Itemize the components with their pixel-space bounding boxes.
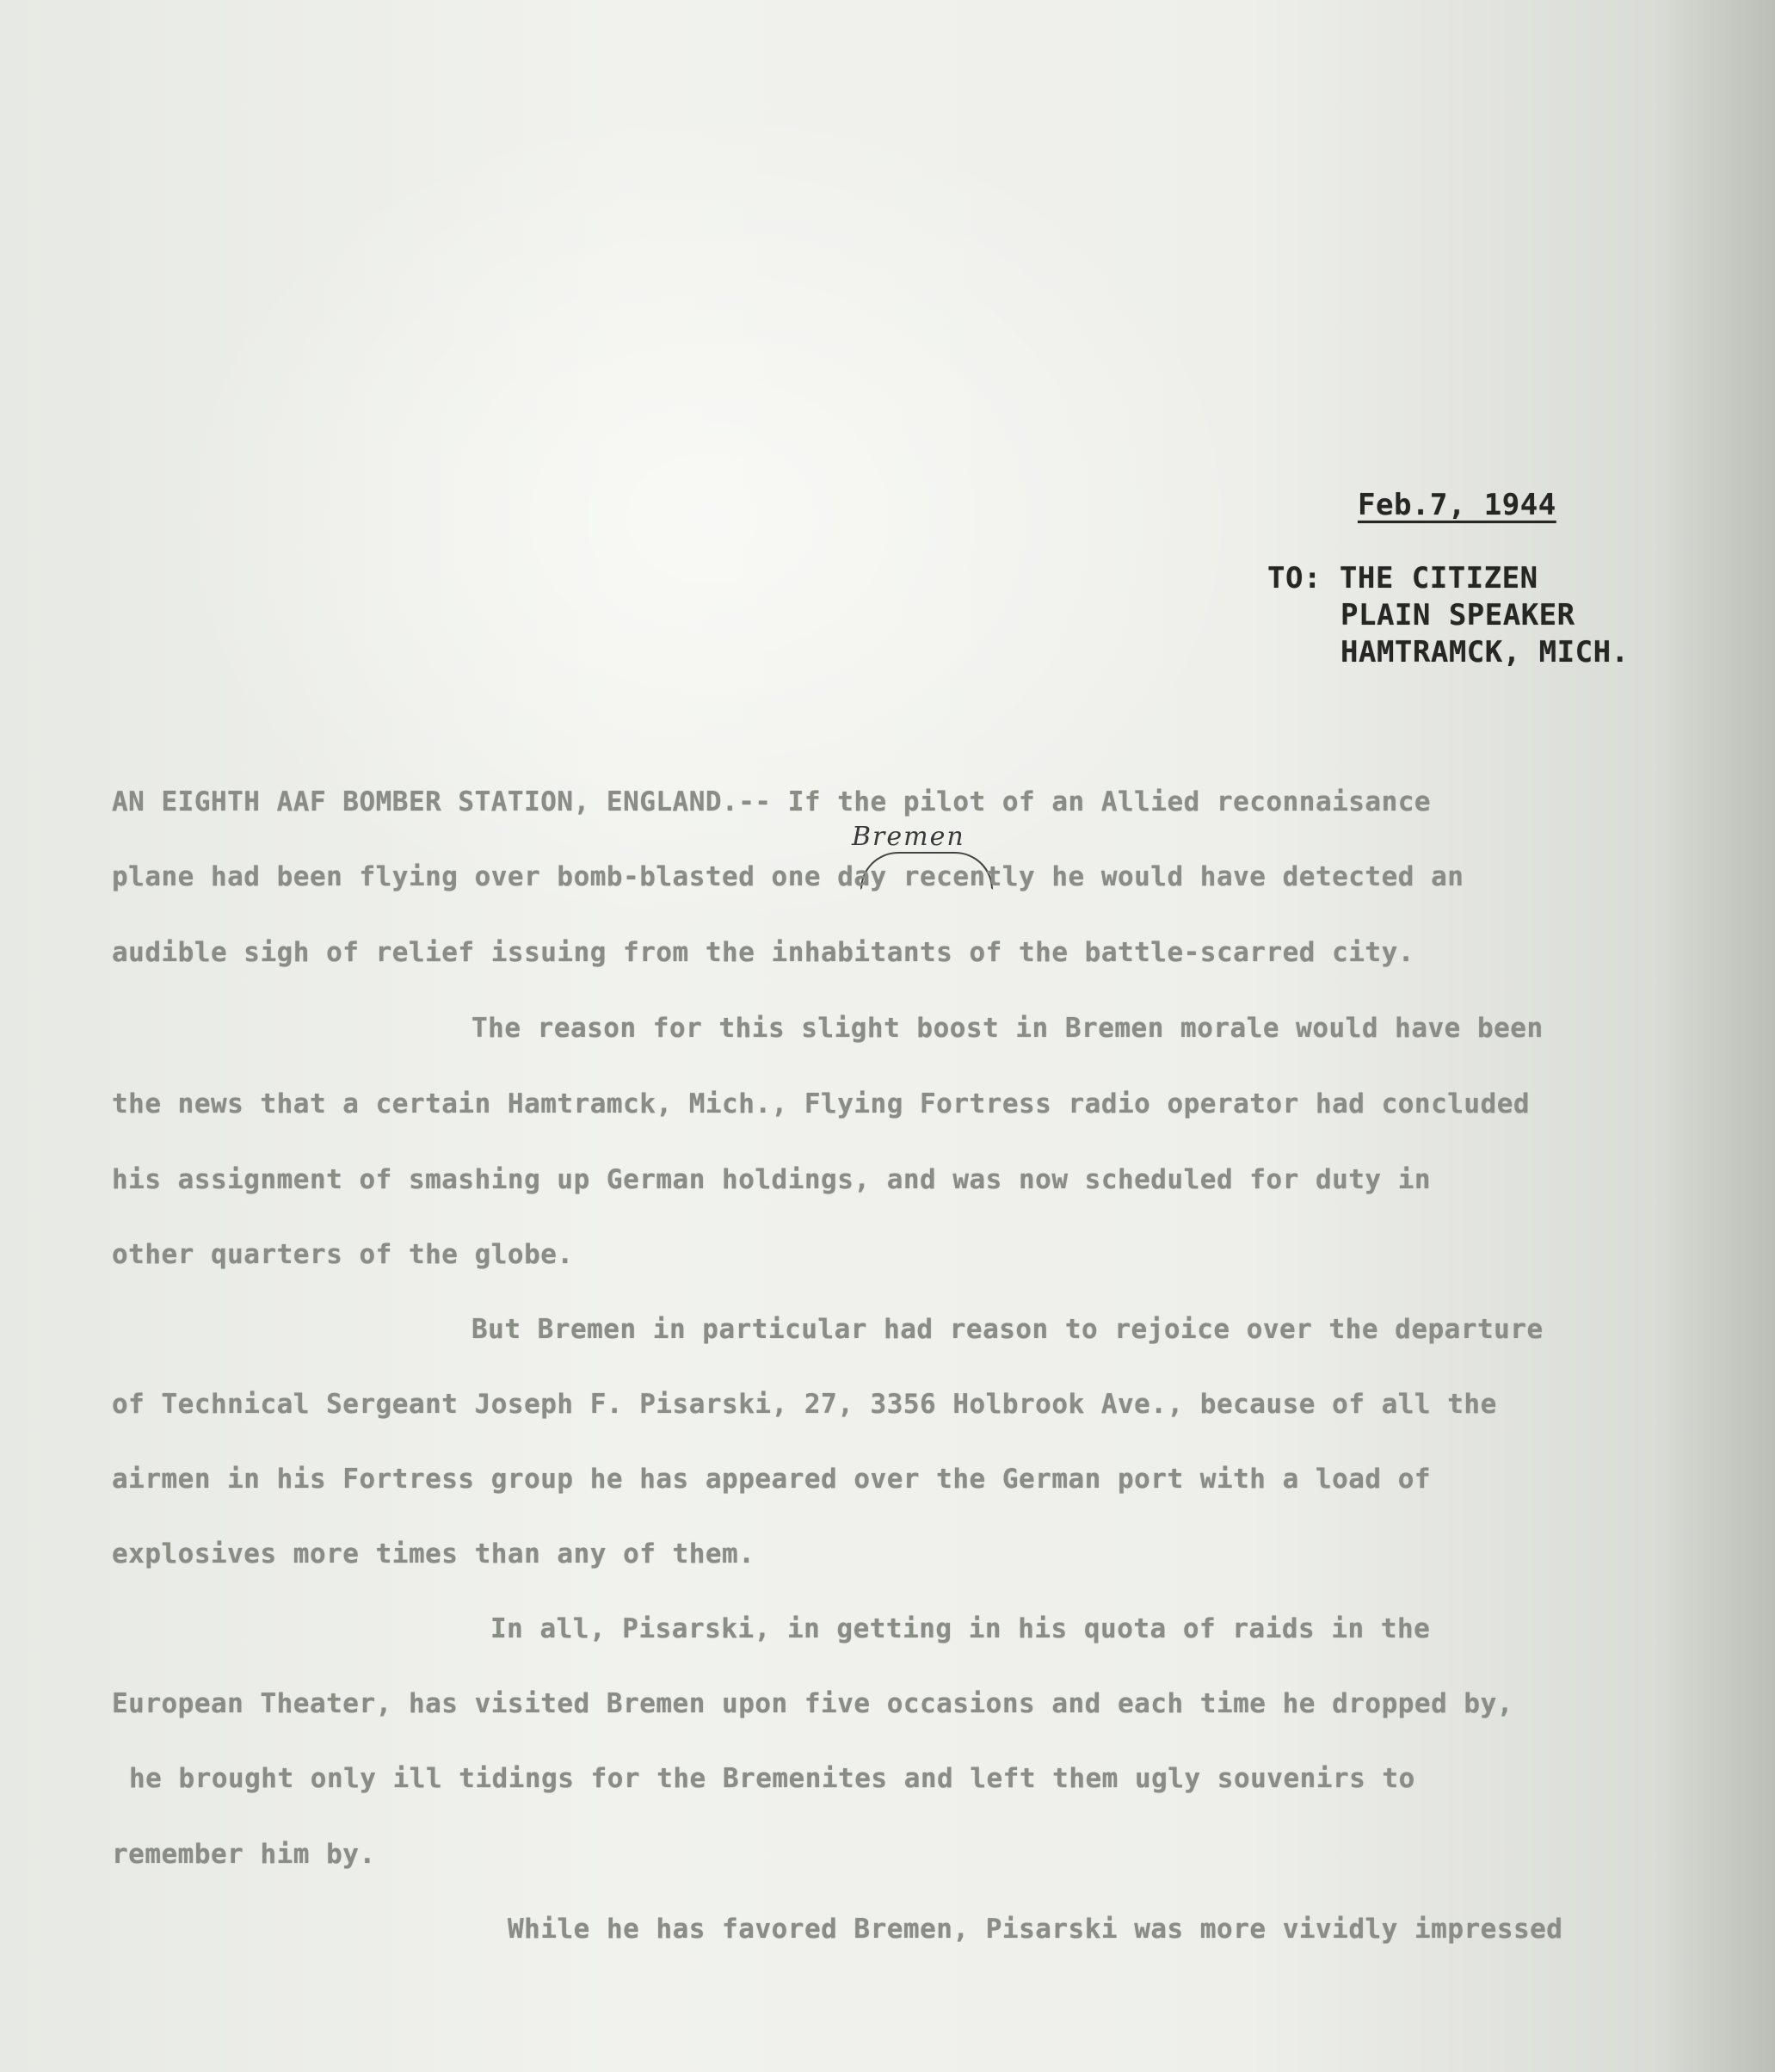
body-line-11: explosives more times than any of them. (112, 1539, 755, 1569)
body-line-15: remember him by. (112, 1839, 376, 1870)
body-line-3: audible sigh of relief issuing from the inhabitants of the battle-scarred city. (112, 937, 1414, 968)
recipient-line-2: PLAIN SPEAKER (1340, 598, 1575, 632)
body-line-9: of Technical Sergeant Joseph F. Pisarski, 27, 3356 Holbrook Ave., because of all the (112, 1389, 1497, 1420)
recipient-line-3: HAMTRAMCK, MICH. (1340, 635, 1630, 669)
body-line-12: In all, Pisarski, in getting in his quota of raids in the (490, 1613, 1431, 1644)
page-edge-shadow (1655, 0, 1775, 2072)
body-line-7: other quarters of the globe. (112, 1239, 574, 1270)
body-line-13: European Theater, has visited Bremen upon five occasions and each time he dropped by, (112, 1688, 1513, 1719)
body-line-8: But Bremen in particular had reason to rejoice over the departure (471, 1314, 1544, 1345)
body-line-1: AN EIGHTH AAF BOMBER STATION, ENGLAND.-- If the pilot of an Allied reconnaisance (112, 786, 1432, 817)
body-line-2: plane had been flying over bomb-blasted one day recently he would have detected an (112, 861, 1464, 892)
handwritten-insert-bremen: Bremen (852, 822, 965, 852)
document-date: Feb.7, 1944 (1358, 488, 1556, 522)
recipient-line-1: TO: THE CITIZEN (1267, 561, 1538, 595)
body-line-5: the news that a certain Hamtramck, Mich., Flying Fortress radio operator had concluded (112, 1088, 1531, 1119)
body-line-10: airmen in his Fortress group he has appeared over the German port with a load of (112, 1464, 1432, 1495)
body-line-6: his assignment of smashing up German holdings, and was now scheduled for duty in (112, 1164, 1432, 1195)
body-line-4: The reason for this slight boost in Bremen morale would have been (471, 1013, 1544, 1044)
body-line-14: he brought only ill tidings for the Bremenites and left them ugly souvenirs to (129, 1763, 1415, 1794)
body-line-16: While he has favored Bremen, Pisarski was more vividly impressed (508, 1914, 1563, 1945)
